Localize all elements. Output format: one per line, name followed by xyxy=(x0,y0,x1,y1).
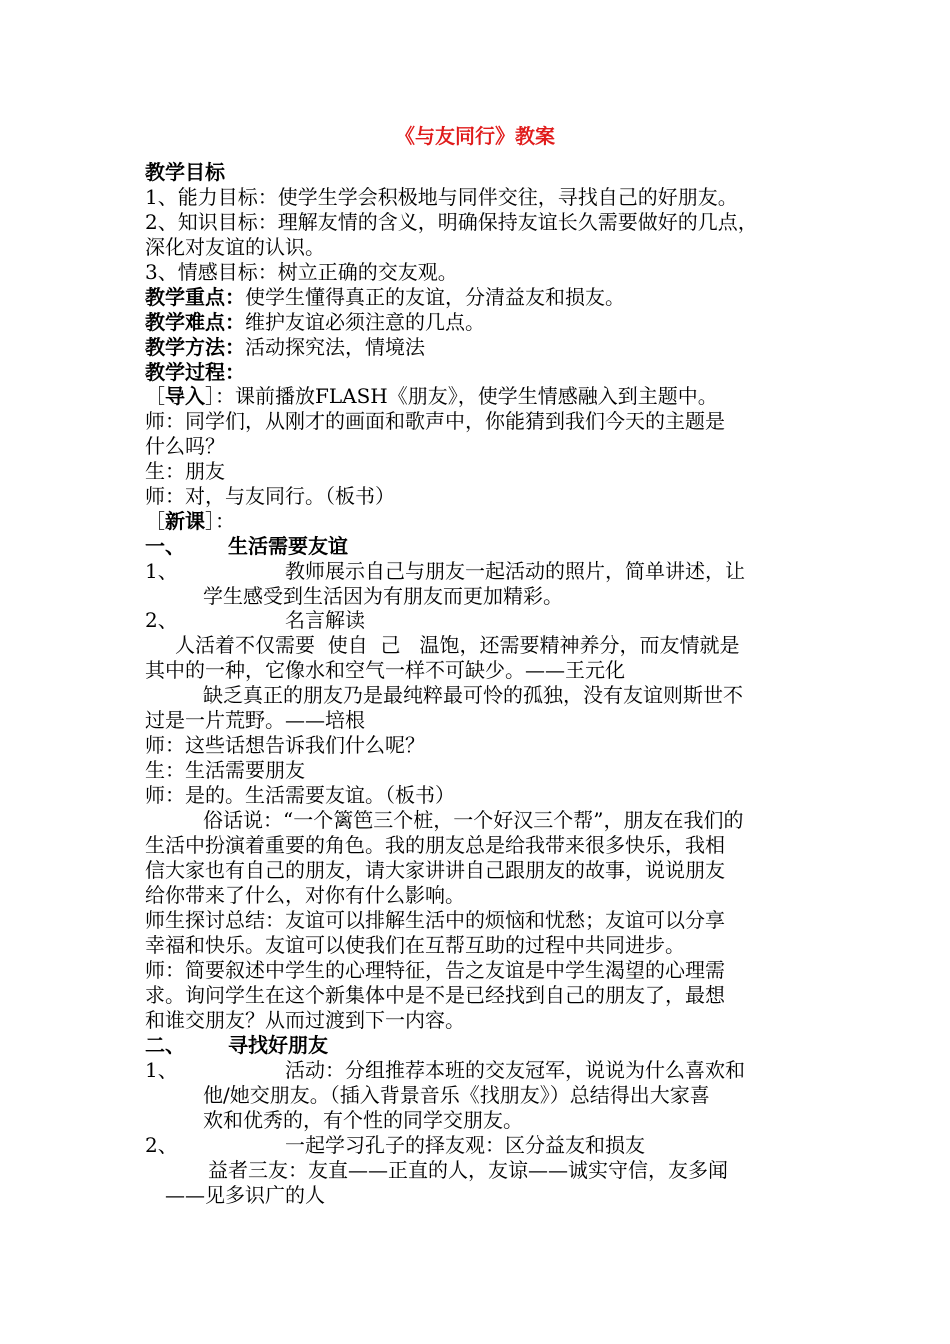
objective-2-line-2: 深化对友谊的认识。 xyxy=(145,235,325,259)
section-1-item-2-title: 名言解读 xyxy=(285,608,365,632)
page-title: 《与友同行》教案 xyxy=(395,124,555,148)
intro-line xyxy=(145,384,950,408)
section-1-item-1-number: 1、 xyxy=(145,559,178,583)
quote-2-line-2: 过是一片荒野。——培根 xyxy=(145,708,365,732)
paragraph-1-line-4: 给你带来了什么，对你有什么影响。 xyxy=(145,883,465,907)
section-2-title: 寻找好朋友 xyxy=(228,1033,328,1057)
key-point xyxy=(145,285,950,309)
teacher-line-3: 师：这些话想告诉我们什么呢？ xyxy=(145,733,425,757)
section-2-number: 二、 xyxy=(145,1033,185,1057)
difficulty-label: 教学难点： xyxy=(145,310,245,334)
teacher-line-1b: 什么吗？ xyxy=(145,434,225,458)
teacher-line-2: 师：对，与友同行。（板书） xyxy=(145,484,395,508)
new-lesson-line xyxy=(145,509,950,533)
section-2-item-1-number: 1、 xyxy=(145,1058,178,1082)
key-point-text: 使学生懂得真正的友谊，分清益友和损友。 xyxy=(245,285,625,309)
section-2-item-2-line-1: 一起学习孔子的择友观：区分益友和损友 xyxy=(285,1133,645,1157)
method-text: 活动探究法，情境法 xyxy=(245,335,425,359)
new-close: ］： xyxy=(205,509,235,533)
difficulty xyxy=(145,310,950,334)
teacher-line-5a: 师：简要叙述中学生的心理特征，告之友谊是中学生渴望的心理需 xyxy=(145,958,725,982)
friends-line-2: ——见多识广的人 xyxy=(165,1183,325,1207)
section-2-item-1-line-1: 活动：分组推荐本班的交友冠军，说说为什么喜欢和 xyxy=(285,1058,745,1082)
objectives-heading: 教学目标 xyxy=(145,160,225,184)
process-label: 教学过程： xyxy=(145,360,245,384)
intro-label: 导入 xyxy=(165,384,205,408)
intro-text: ］：课前播放FLASH《朋友》，使学生情感融入到主题中。 xyxy=(205,384,718,408)
student-line-2: 生：生活需要朋友 xyxy=(145,758,305,782)
quote-1-line-2: 其中的一种，它像水和空气一样不可缺少。——王元化 xyxy=(145,658,625,682)
section-1-item-1-line-1: 教师展示自己与朋友一起活动的照片，简单讲述，让 xyxy=(285,559,745,583)
section-2-item-1-line-2: 他/她交朋友。（插入背景音乐《找朋友》）总结得出大家喜 xyxy=(203,1083,710,1107)
paragraph-1-line-2: 生活中扮演着重要的角色。我的朋友总是给我带来很多快乐，我相 xyxy=(145,833,725,857)
method xyxy=(145,335,950,359)
teacher-line-5c: 和谁交朋友？从而过渡到下一内容。 xyxy=(145,1008,465,1032)
paragraph-1-line-3: 信大家也有自己的朋友，请大家讲讲自己跟朋友的故事，说说朋友 xyxy=(145,858,725,882)
section-1-item-2-number: 2、 xyxy=(145,608,178,632)
quote-2-line-1: 缺乏真正的朋友乃是最纯粹最可怜的孤独，没有友谊则斯世不 xyxy=(203,683,743,707)
quote-1-line-1: 人活着不仅需要 使自 己 温饱，还需要精神养分，而友情就是 xyxy=(175,633,740,657)
objective-2-line-1: 2、知识目标：理解友情的含义，明确保持友谊长久需要做好的几点， xyxy=(145,210,758,234)
section-2-item-1-line-3: 欢和优秀的，有个性的同学交朋友。 xyxy=(203,1108,523,1132)
teacher-line-5b: 求。询问学生在这个新集体中是不是已经找到自己的朋友了，最想 xyxy=(145,983,725,1007)
paragraph-1-line-1: 俗话说：“一个篱笆三个桩，一个好汉三个帮”，朋友在我们的 xyxy=(203,808,744,832)
key-point-label: 教学重点： xyxy=(145,285,245,309)
objective-1: 1、能力目标：使学生学会积极地与同伴交往，寻找自己的好朋友。 xyxy=(145,185,738,209)
teacher-line-4: 师：是的。生活需要友谊。（板书） xyxy=(145,783,455,807)
section-1-item-1-line-2: 学生感受到生活因为有朋友而更加精彩。 xyxy=(203,584,563,608)
objective-3: 3、情感目标：树立正确的交友观。 xyxy=(145,260,458,284)
new-open: ［ xyxy=(145,509,165,533)
difficulty-text: 维护友谊必须注意的几点。 xyxy=(245,310,485,334)
summary-line-2: 幸福和快乐。友谊可以使我们在互帮互助的过程中共同进步。 xyxy=(145,933,685,957)
student-line-1: 生：朋友 xyxy=(145,459,225,483)
friends-line-1: 益者三友：友直——正直的人，友谅——诚实守信，友多闻 xyxy=(208,1158,728,1182)
method-label: 教学方法： xyxy=(145,335,245,359)
teacher-line-1a: 师：同学们，从刚才的画面和歌声中，你能猜到我们今天的主题是 xyxy=(145,409,725,433)
section-1-title: 生活需要友谊 xyxy=(228,534,348,558)
new-lesson-label: 新课 xyxy=(165,509,205,533)
section-2-item-2-number: 2、 xyxy=(145,1133,178,1157)
intro-open: ［ xyxy=(145,384,165,408)
summary-line-1: 师生探讨总结：友谊可以排解生活中的烦恼和忧愁；友谊可以分享 xyxy=(145,908,725,932)
section-1-number: 一、 xyxy=(145,534,185,558)
